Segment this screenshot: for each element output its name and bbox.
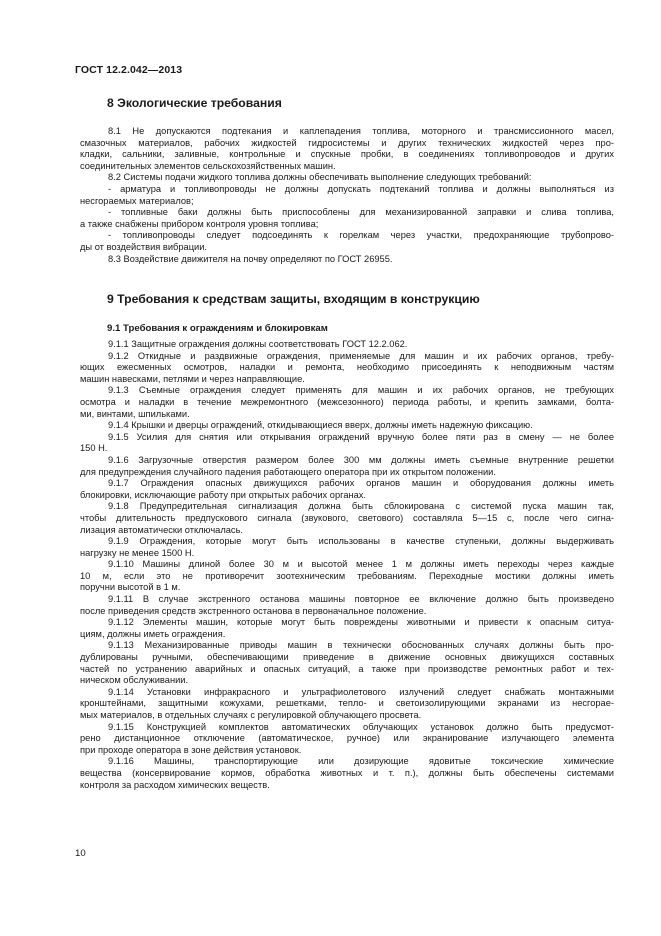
paragraph-line: 8.2 Системы подачи жидкого топлива должны обеспечивать выполнение следующих требований: (108, 172, 532, 183)
paragraph-line: соединительных элементов сельскохозяйственных машин. (80, 160, 336, 171)
paragraph-line: 8.3 Воздействие движителя на почву определяют по ГОСТ 26955. (108, 253, 393, 264)
paragraph-line: - топливопроводы следует подсоединять к горелкам через участки, предохраняющие трубопрово- (108, 230, 614, 241)
paragraph-line: мых материалов, в отдельных случаях с регулировкой облучающего просвета. (80, 710, 422, 720)
section-8-body (80, 126, 614, 265)
paragraph-line: 150 Н. (80, 443, 108, 454)
paragraph-line: блокировки, исключающие работу при открытых рабочих органах. (80, 489, 367, 500)
paragraph-line: кронштейнами, защитными кожухами, решетками, тепло- и светоизолирующими экранами из несгорае- (80, 698, 614, 709)
paragraph-line: - арматура и топливопроводы не должны допускать подтеканий топлива и должны выполняться из (108, 183, 614, 194)
paragraph-line: чтобы длительность предпускового сигнала (звукового, светового) составляла 5—15 с, после чего сигна- (80, 512, 614, 523)
paragraph-line: 9.1.16 Машины, транспортирующие или дозирующие ядовитые токсические химические (108, 756, 614, 767)
paragraph-line: рено дистанционное отключение (автоматическое, ручное) или экранирование излучающего элемента (80, 733, 614, 744)
paragraph-line: для предупреждения случайного падения работающего оператора при их открытом положении. (80, 466, 496, 477)
section-9-body (80, 339, 614, 791)
paragraph-line: при проходе оператора в зоне действия установок. (80, 744, 302, 755)
document-code-header: ГОСТ 12.2.042—2013 (75, 64, 183, 76)
paragraph-line: контроля за расходом химических веществ. (80, 779, 270, 790)
paragraph-line: нагрузку не менее 1500 Н. (80, 547, 195, 558)
paragraph-line: 9.1.14 Установки инфракрасного и ультрафиолетового излучений следует снабжать монтажными (108, 686, 614, 697)
paragraph-line: 9.1.11 В случае экстренного останова машины повторное ее включение должно быть произведено (108, 594, 614, 605)
section-9-heading: 9 Требования к средствам защиты, входящим в конструкцию (107, 292, 480, 306)
paragraph-line: - топливные баки должны быть приспособлены для механизированной заправки и слива топлива, (108, 207, 614, 218)
paragraph-line: ющих ежесменных осмотров, наладки и ремонта, необходимо присоединять к неподвижным частям (80, 362, 614, 373)
paragraph-line: ды от воздействия вибрации. (80, 241, 207, 252)
paragraph-line: 9.1.2 Откидные и раздвижные ограждения, применяемые для машин и их рабочих органов, требу- (108, 350, 614, 361)
paragraph-line: 9.1.12 Элементы машин, которые могут быть повреждены животными и привести к опасным ситуа- (108, 617, 614, 628)
paragraph-line: 8.1 Не допускаются подтекания и каплепадения топлива, моторного и трансмиссионного масел, (108, 126, 614, 136)
paragraph-line: 9.1.10 Машины длиной более 30 м и высотой менее 1 м должны иметь переходы через каждые (108, 559, 614, 570)
paragraph-line: смазочных материалов, рабочих жидкостей гидросистемы и других технических жидкостей через про- (80, 137, 614, 148)
paragraph-line: 9.1.4 Крышки и дверцы ограждений, откидывающиеся вверх, должны иметь надежную фиксацию. (108, 420, 533, 431)
paragraph-line: циям, должны иметь ограждения. (80, 628, 226, 639)
paragraph-line: вещества (консервирование кормов, обработка животных и т. п.), должны быть обеспечены системами (80, 767, 614, 778)
section-8-heading: 8 Экологические требования (107, 96, 282, 110)
page-number: 10 (75, 848, 86, 859)
paragraph-line: ническом обслуживании. (80, 675, 189, 686)
paragraph-line: машин навесками, петлями и через направляющие. (80, 373, 305, 384)
subsection-9-1-heading: 9.1 Требования к ограждениям и блокировкам (107, 323, 328, 334)
paragraph-line: частей по устранению аварийных и опасных ситуаций, а также при производстве ремонтных работ и тех- (80, 663, 614, 674)
paragraph-line: несгораемых материалов; (80, 195, 194, 206)
paragraph-line: 9.1.8 Предупредительная сигнализация должна быть сблокирована с системой пуска машин так, (108, 501, 614, 512)
paragraph-line: кладки, сальники, заливные, контрольные и спускные пробки, в соединениях топливопроводов и других (80, 149, 614, 160)
paragraph-line: 9.1.15 Конструкцией комплектов автоматических облучающих установок должно быть предусмот- (108, 721, 614, 732)
paragraph-line: 9.1.3 Съемные ограждения следует применять для машин и их рабочих органов, не требующих (108, 385, 614, 396)
paragraph-line: 9.1.7 Ограждения опасных движущихся рабочих органов машин и оборудования должны иметь (108, 478, 614, 489)
paragraph-line: после приведения средств экстренного останова в первоначальное положение. (80, 605, 427, 616)
paragraph-line: 10 м, если это не противоречит зоотехническим требованиям. Переходные мостики должны иметь (80, 570, 614, 581)
paragraph-line: осмотра и наладки в течение межремонтного (межсезонного) периода работы, и крепить замками, болта- (80, 396, 614, 407)
paragraph-line: 9.1.5 Усилия для снятия или открывания ограждений вручную более пяти раз в смену — не более (108, 431, 614, 442)
paragraph-line: лизация автоматически отключалась. (80, 524, 244, 535)
paragraph-line: поручни высотой в 1 м. (80, 582, 181, 593)
paragraph-line: 9.1.6 Загрузочные отверстия размером более 300 мм должны иметь съемные внутренние решетки (108, 454, 614, 465)
paragraph-line: 9.1.1 Защитные ограждения должны соответствовать ГОСТ 12.2.062. (108, 339, 408, 349)
paragraph-line: 9.1.13 Механизированные приводы машин в технически обоснованных случаях должны быть про- (108, 640, 614, 651)
paragraph-line: дублированы ручными, обеспечивающими приведение в движение основных движущихся составных (80, 652, 614, 663)
paragraph-line: ми, винтами, шпильками. (80, 408, 190, 419)
paragraph-line: а также снабжены прибором контроля уровня топлива; (80, 218, 319, 229)
paragraph-line: 9.1.9 Ограждения, которые могут быть использованы в качестве ступеньки, должны выдерживать (108, 536, 614, 547)
